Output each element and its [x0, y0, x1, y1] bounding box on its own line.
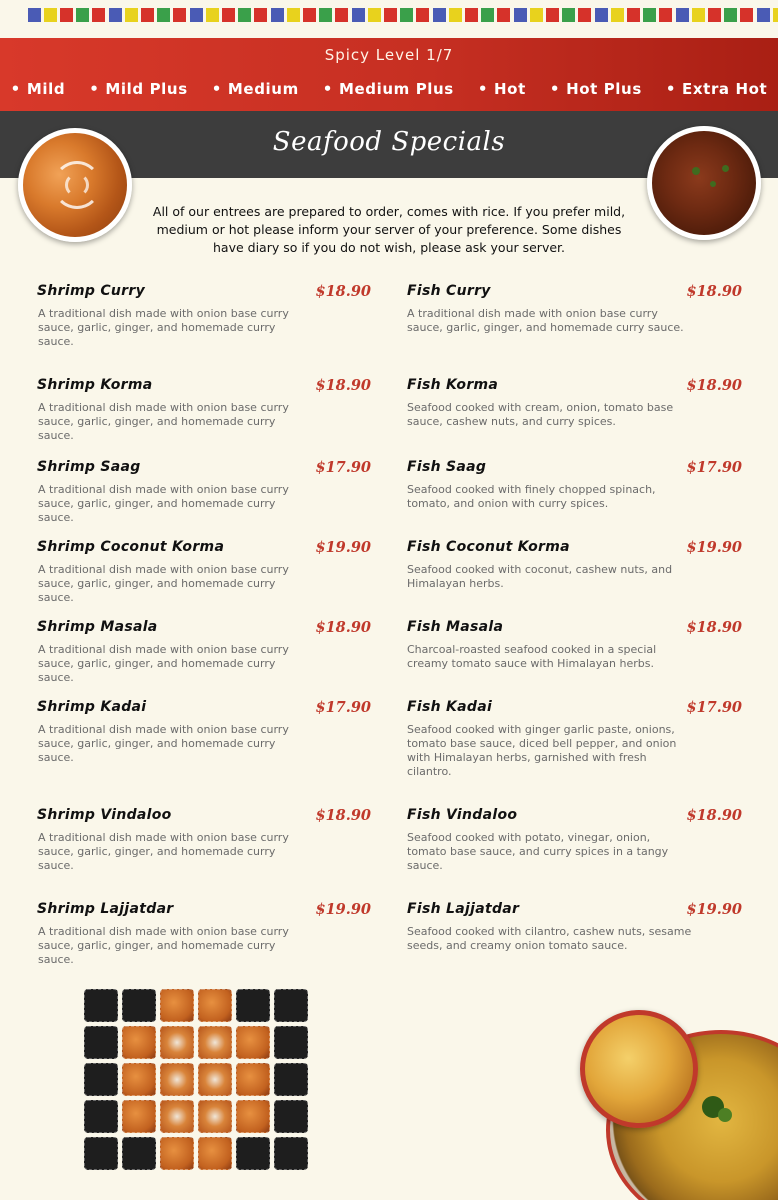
item-name: Shrimp Lajjatdar [37, 901, 174, 917]
item-price: $18.90 [686, 807, 742, 824]
item-price: $18.90 [315, 283, 371, 300]
item-description: A traditional dish made with onion base curry sauce, garlic, ginger, and homemade curry sauce. [407, 307, 684, 334]
flag-group [28, 8, 108, 22]
photo-tile [160, 1137, 194, 1170]
item-price: $18.90 [315, 619, 371, 636]
item-price: $19.90 [315, 539, 371, 556]
flag-group [757, 8, 778, 22]
photo-tile [122, 1100, 156, 1133]
item-description: A traditional dish made with onion base curry sauce, garlic, ginger, and homemade curry sauce. [38, 563, 289, 604]
item-name: Shrimp Korma [37, 377, 153, 393]
item-description: A traditional dish made with onion base curry sauce, garlic, ginger, and homemade curry sauce. [38, 643, 289, 684]
item-name: Shrimp Saag [37, 459, 141, 475]
item-price: $18.90 [686, 619, 742, 636]
item-name: Shrimp Curry [37, 283, 146, 299]
butter-chicken-photo [18, 128, 132, 242]
photo-tile [274, 1026, 308, 1059]
photo-tile [160, 1063, 194, 1096]
photo-tile [198, 989, 232, 1022]
photo-tile [122, 1026, 156, 1059]
photo-tile [198, 1137, 232, 1170]
photo-tile [122, 989, 156, 1022]
photo-tile [274, 1137, 308, 1170]
spice-level-hot-plus: • Hot Plus [550, 80, 642, 98]
item-price: $18.90 [686, 283, 742, 300]
section-title: Seafood Specials [272, 127, 506, 157]
item-name: Fish Curry [407, 283, 491, 299]
item-price: $18.90 [315, 807, 371, 824]
item-description: A traditional dish made with onion base curry sauce, garlic, ginger, and homemade curry sauce. [38, 723, 289, 764]
photo-tile [236, 989, 270, 1022]
item-name: Shrimp Vindaloo [37, 807, 172, 823]
item-price: $18.90 [686, 377, 742, 394]
photo-tile [122, 1137, 156, 1170]
spice-level-mild: • Mild [11, 80, 66, 98]
flag-group [352, 8, 432, 22]
item-name: Shrimp Kadai [37, 699, 147, 715]
item-name: Fish Vindaloo [407, 807, 518, 823]
flag-group [109, 8, 189, 22]
item-name: Fish Kadai [407, 699, 493, 715]
spicy-level-bar [0, 38, 778, 111]
photo-tile [122, 1063, 156, 1096]
item-name: Fish Saag [407, 459, 487, 475]
photo-tile [84, 1100, 118, 1133]
item-price: $19.90 [686, 901, 742, 918]
item-description: A traditional dish made with onion base curry sauce, garlic, ginger, and homemade curry sauce. [38, 831, 289, 872]
photo-tile [236, 1100, 270, 1133]
flag-group [433, 8, 513, 22]
item-name: Fish Coconut Korma [407, 539, 570, 555]
photo-tile [198, 1063, 232, 1096]
item-price: $17.90 [686, 459, 742, 476]
korma-bowl-photo [580, 1010, 698, 1128]
spice-level-medium-plus: • Medium Plus [323, 80, 454, 98]
item-description: A traditional dish made with onion base curry sauce, garlic, ginger, and homemade curry sauce. [38, 307, 289, 348]
spicy-level-list [0, 80, 778, 98]
photo-tile [198, 1026, 232, 1059]
photo-tile [274, 989, 308, 1022]
item-price: $17.90 [315, 699, 371, 716]
item-name: Shrimp Masala [37, 619, 158, 635]
item-price: $19.90 [686, 539, 742, 556]
tiled-curry-photo [84, 989, 306, 1174]
item-price: $17.90 [686, 699, 742, 716]
item-price: $18.90 [315, 377, 371, 394]
item-price: $17.90 [315, 459, 371, 476]
item-name: Shrimp Coconut Korma [37, 539, 225, 555]
item-description: A traditional dish made with onion base curry sauce, garlic, ginger, and homemade curry sauce. [38, 401, 289, 442]
flag-group [190, 8, 270, 22]
photo-tile [84, 989, 118, 1022]
spice-level-mild-plus: • Mild Plus [89, 80, 188, 98]
photo-tile [236, 1026, 270, 1059]
item-description: Seafood cooked with finely chopped spinach, tomato, and onion with curry spices. [407, 483, 656, 510]
flag-group [514, 8, 594, 22]
item-price: $19.90 [315, 901, 371, 918]
item-description: A traditional dish made with onion base curry sauce, garlic, ginger, and homemade curry sauce. [38, 483, 289, 524]
spicy-level-title: Spicy Level 1/7 [324, 46, 454, 64]
item-description: A traditional dish made with onion base curry sauce, garlic, ginger, and homemade curry sauce. [38, 925, 289, 966]
prayer-flag-strip [0, 0, 778, 30]
photo-tile [160, 1100, 194, 1133]
curry-bowl-photo [647, 126, 761, 240]
flag-group [676, 8, 756, 22]
photo-tile [84, 1063, 118, 1096]
item-description: Charcoal-roasted seafood cooked in a special creamy tomato sauce with Himalayan herbs. [407, 643, 657, 670]
spice-level-extra-hot: • Extra Hot [666, 80, 767, 98]
flag-group [271, 8, 351, 22]
item-description: Seafood cooked with cream, onion, tomato base sauce, cashew nuts, and curry spices. [407, 401, 674, 428]
photo-tile [160, 989, 194, 1022]
photo-tile [274, 1063, 308, 1096]
photo-tile [198, 1100, 232, 1133]
item-name: Fish Lajjatdar [407, 901, 520, 917]
item-name: Fish Masala [407, 619, 504, 635]
item-description: Seafood cooked with potato, vinegar, onion, tomato base sauce, and curry spices in a tangy sauce. [407, 831, 669, 872]
flag-group [595, 8, 675, 22]
item-description: Seafood cooked with cilantro, cashew nuts, sesame seeds, and creamy onion tomato sauce. [407, 925, 692, 952]
photo-tile [160, 1026, 194, 1059]
photo-tile [274, 1100, 308, 1133]
photo-tile [84, 1137, 118, 1170]
item-description: Seafood cooked with coconut, cashew nuts, and Himalayan herbs. [407, 563, 673, 590]
item-name: Fish Korma [407, 377, 499, 393]
spice-level-hot: • Hot [478, 80, 526, 98]
photo-tile [236, 1137, 270, 1170]
photo-tile [236, 1063, 270, 1096]
spice-level-medium: • Medium [212, 80, 299, 98]
intro-text: All of our entrees are prepared to order, comes with rice. If you prefer mild, medium or hot please inform your server of your preference. Some dishes have diary so if you do not wish, please ask your server. [152, 204, 626, 255]
photo-tile [84, 1026, 118, 1059]
item-description: Seafood cooked with ginger garlic paste, onions, tomato base sauce, diced bell pepper, and onion with Himalayan herbs, garnished with fresh cilantro. [407, 723, 677, 778]
